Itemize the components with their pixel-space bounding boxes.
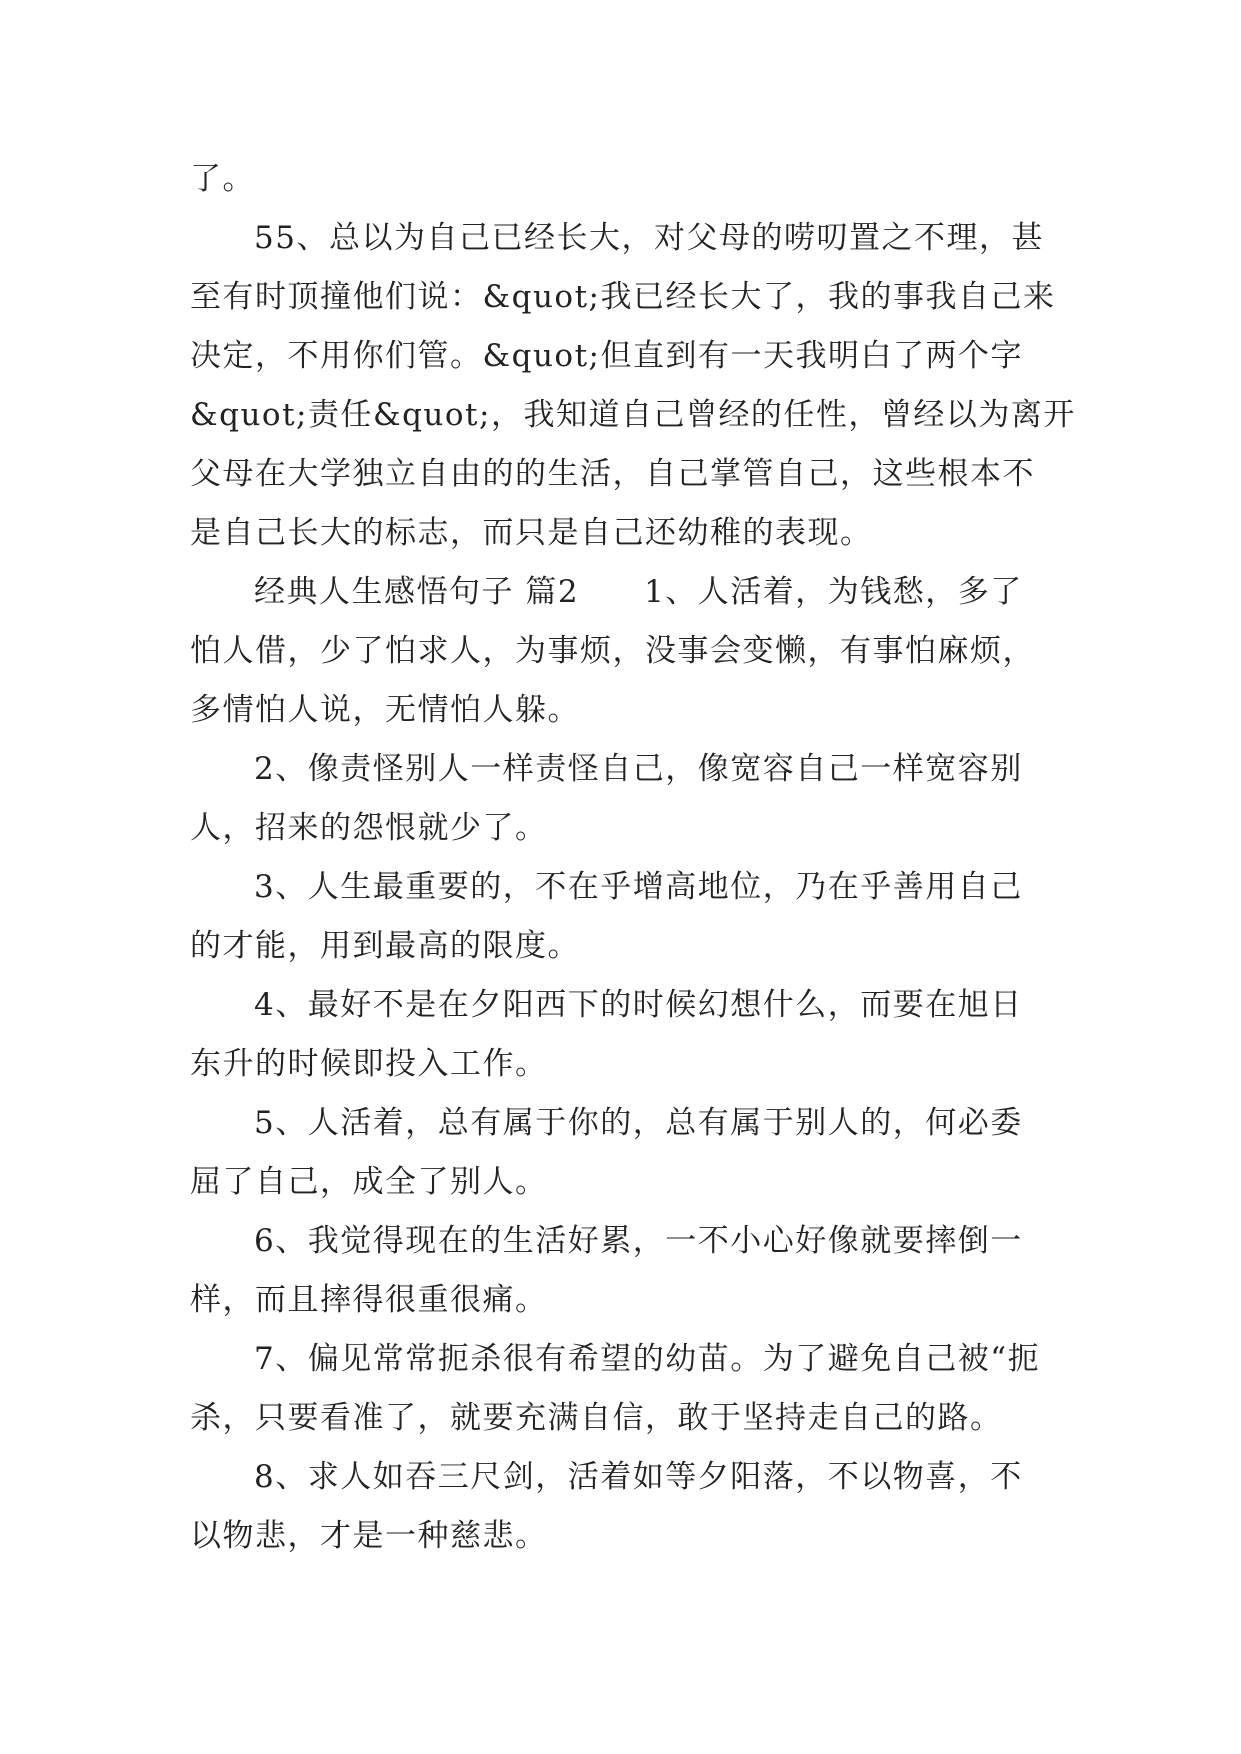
- text-line: 杀，只要看准了，就要充满自信，敢于坚持走自己的路。: [190, 1400, 1003, 1436]
- paragraph-8-line-1: 8、求人如吞三尺剑，活着如等夕阳落，不以物喜，不: [254, 1459, 1023, 1495]
- text-line: 人，招来的怨恨就少了。: [190, 810, 548, 846]
- paragraph-7-line-1: 7、偏见常常扼杀很有希望的幼苗。为了避免自己被“扼: [254, 1341, 1041, 1377]
- text-line: 以物悲，才是一种慈悲。: [190, 1518, 548, 1554]
- paragraph-6-line-1: 6、我觉得现在的生活好累，一不小心好像就要摔倒一: [254, 1223, 1023, 1259]
- text-line: 屈了自己，成全了别人。: [190, 1164, 548, 1200]
- text-line: 是自己长大的标志，而只是自己还幼稚的表现。: [190, 515, 873, 551]
- section-heading-line: 经典人生感悟句子 篇2 1、人活着，为钱愁，多了: [254, 574, 1023, 610]
- text-line: &quot;责任&quot;，我知道自己曾经的任性，曾经以为离开: [190, 397, 1076, 433]
- text-line: 至有时顶撞他们说：&quot;我已经长大了，我的事我自己来: [190, 279, 1056, 315]
- text-line: 决定，不用你们管。&quot;但直到有一天我明白了两个字: [190, 338, 1023, 374]
- text-line: 了。: [190, 161, 255, 197]
- text-line: 父母在大学独立自由的的生活，自己掌管自己，这些根本不: [190, 456, 1035, 492]
- text-line: 多情怕人说，无情怕人躲。: [190, 692, 580, 728]
- paragraph-3-line-1: 3、人生最重要的，不在乎增高地位，乃在乎善用自己: [254, 869, 1023, 905]
- paragraph-5-line-1: 5、人活着，总有属于你的，总有属于别人的，何必委: [254, 1105, 1023, 1141]
- document-body: [190, 150, 1076, 1566]
- text-line: 东升的时候即投入工作。: [190, 1046, 548, 1082]
- paragraph-2-line-1: 2、像责怪别人一样责怪自己，像宽容自己一样宽容别: [254, 751, 1023, 787]
- text-line: 的才能，用到最高的限度。: [190, 928, 580, 964]
- paragraph-4-line-1: 4、最好不是在夕阳西下的时候幻想什么，而要在旭日: [254, 987, 1023, 1023]
- text-line: 怕人借，少了怕求人，为事烦，没事会变懒，有事怕麻烦，: [190, 633, 1035, 669]
- paragraph-55-line-1: 55、总以为自己已经长大，对父母的唠叨置之不理，甚: [254, 220, 1044, 256]
- text-line: 样，而且摔得很重很痛。: [190, 1282, 548, 1318]
